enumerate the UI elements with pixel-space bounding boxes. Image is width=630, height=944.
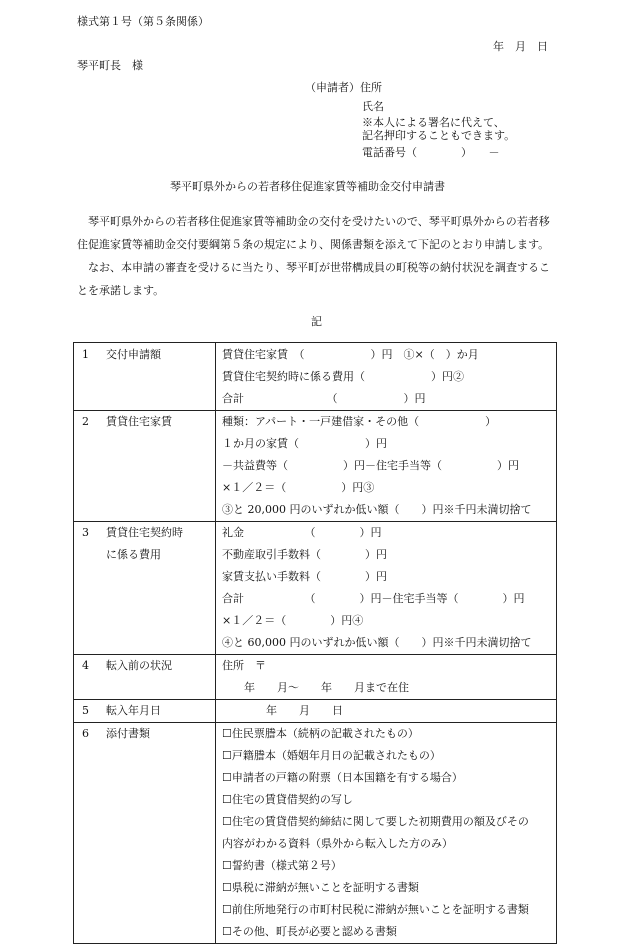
content-line: －共益費等（ ）円－住宅手当等（ ）円 bbox=[222, 459, 519, 472]
row-number: 1 bbox=[82, 348, 89, 361]
signature-note-2: 記名押印することもできます。 bbox=[362, 129, 516, 142]
table-row bbox=[74, 411, 557, 522]
application-table bbox=[73, 342, 557, 944]
row-label-cell bbox=[74, 655, 216, 700]
row-label-cell bbox=[74, 522, 216, 655]
table-row bbox=[74, 723, 557, 944]
content-line: 年 月 日 bbox=[222, 704, 343, 717]
content-line: ×１／２＝（ ）円④ bbox=[222, 614, 364, 627]
content-line: 住所 〒 bbox=[222, 659, 266, 672]
content-line: ☐県税に滞納が無いことを証明する書類 bbox=[222, 881, 419, 894]
content-line: 不動産取引手数料（ ）円 bbox=[222, 548, 387, 561]
content-line: 賃貸住宅家賃 （ ）円 ①×（ ）か月 bbox=[222, 348, 479, 361]
content-line: ③と 20,000 円のいずれか低い額（ ）円※千円未満切捨て bbox=[222, 503, 532, 516]
table-row bbox=[74, 522, 557, 655]
content-line: 種類：アパート・一戸建借家・その他（ ） bbox=[222, 415, 497, 428]
content-line: 家賃支払い手数料（ ）円 bbox=[222, 570, 387, 583]
row-content-cell bbox=[216, 700, 557, 723]
row-label-cell bbox=[74, 343, 216, 411]
row-label-continued: に係る費用 bbox=[106, 548, 161, 561]
content-line: ☐戸籍謄本（婚姻年月日の記載されたもの） bbox=[222, 749, 441, 762]
row-label: 転入前の状況 bbox=[106, 659, 172, 672]
ki-mark: 記 bbox=[311, 315, 322, 328]
content-line: ☐住宅の賃貸借契約締結に関して要した初期費用の額及びその bbox=[222, 815, 529, 828]
date-line: 年 月 日 bbox=[493, 40, 548, 53]
content-line: 賃貸住宅契約時に係る費用（ ）円② bbox=[222, 370, 464, 383]
content-line: 合計 （ ）円 bbox=[222, 392, 426, 405]
applicant-address-label: （申請者）住所 bbox=[305, 81, 382, 94]
row-content-cell bbox=[216, 522, 557, 655]
row-number: 2 bbox=[82, 415, 89, 428]
content-line: 礼金 （ ）円 bbox=[222, 526, 382, 539]
row-number: 4 bbox=[82, 659, 89, 672]
row-content-cell bbox=[216, 343, 557, 411]
content-line: ☐住民票謄本（続柄の記載されたもの） bbox=[222, 727, 419, 740]
applicant-phone-label: 電話番号（ ） － bbox=[362, 146, 500, 159]
row-label-cell bbox=[74, 700, 216, 723]
content-line: ☐申請者の戸籍の附票（日本国籍を有する場合） bbox=[222, 771, 463, 784]
content-line: ④と 60,000 円のいずれか低い額（ ）円※千円未満切捨て bbox=[222, 636, 532, 649]
row-label-cell bbox=[74, 723, 216, 944]
content-line: ☐その他、町長が必要と認める書類 bbox=[222, 925, 397, 938]
paragraph-1: 琴平町県外からの若者移住促進家賃等補助金の交付を受けたいので、琴平町県外からの若者移住促進家賃等補助金交付要綱第５条の規定により、関係書類を添えて下記のとおり申請します。 bbox=[77, 215, 550, 251]
table-row bbox=[74, 343, 557, 411]
content-line: １か月の家賃（ ）円 bbox=[222, 437, 387, 450]
row-label: 転入年月日 bbox=[106, 704, 161, 717]
row-label: 添付書類 bbox=[106, 727, 150, 740]
signature-note-1: ※本人による署名に代えて、 bbox=[362, 116, 505, 129]
row-label: 交付申請額 bbox=[106, 348, 161, 361]
content-line: ☐誓約書（様式第２号） bbox=[222, 859, 342, 872]
row-content-cell bbox=[216, 655, 557, 700]
row-label: 賃貸住宅契約時 bbox=[106, 526, 183, 539]
paragraph-2: なお、本申請の審査を受けるに当たり、琴平町が世帯構成員の町税等の納付状況を調査することを承諾します。 bbox=[77, 261, 550, 297]
addressee: 琴平町長 様 bbox=[77, 59, 143, 72]
row-number: 6 bbox=[82, 727, 89, 740]
content-line: ☐前住所地発行の市町村民税に滞納が無いことを証明する書類 bbox=[222, 903, 529, 916]
content-line: 合計 （ ）円－住宅手当等（ ）円 bbox=[222, 592, 525, 605]
table-row bbox=[74, 700, 557, 723]
content-line: ×１／２＝（ ）円③ bbox=[222, 481, 375, 494]
content-line: 内容がわかる資料（県外から転入した方のみ） bbox=[222, 837, 453, 850]
body-text bbox=[77, 210, 555, 302]
row-number: 5 bbox=[82, 704, 89, 717]
content-line: 年 月～ 年 月まで在住 bbox=[222, 681, 409, 694]
form-number: 様式第１号（第５条関係） bbox=[77, 15, 209, 28]
row-content-cell bbox=[216, 411, 557, 522]
row-label: 賃貸住宅家賃 bbox=[106, 415, 172, 428]
table-row bbox=[74, 655, 557, 700]
row-number: 3 bbox=[82, 526, 89, 539]
row-content-cell bbox=[216, 723, 557, 944]
content-line: ☐住宅の賃貸借契約の写し bbox=[222, 793, 353, 806]
row-label-cell bbox=[74, 411, 216, 522]
document-title: 琴平町県外からの若者移住促進家賃等補助金交付申請書 bbox=[170, 180, 445, 193]
applicant-name-label: 氏名 bbox=[362, 100, 384, 113]
